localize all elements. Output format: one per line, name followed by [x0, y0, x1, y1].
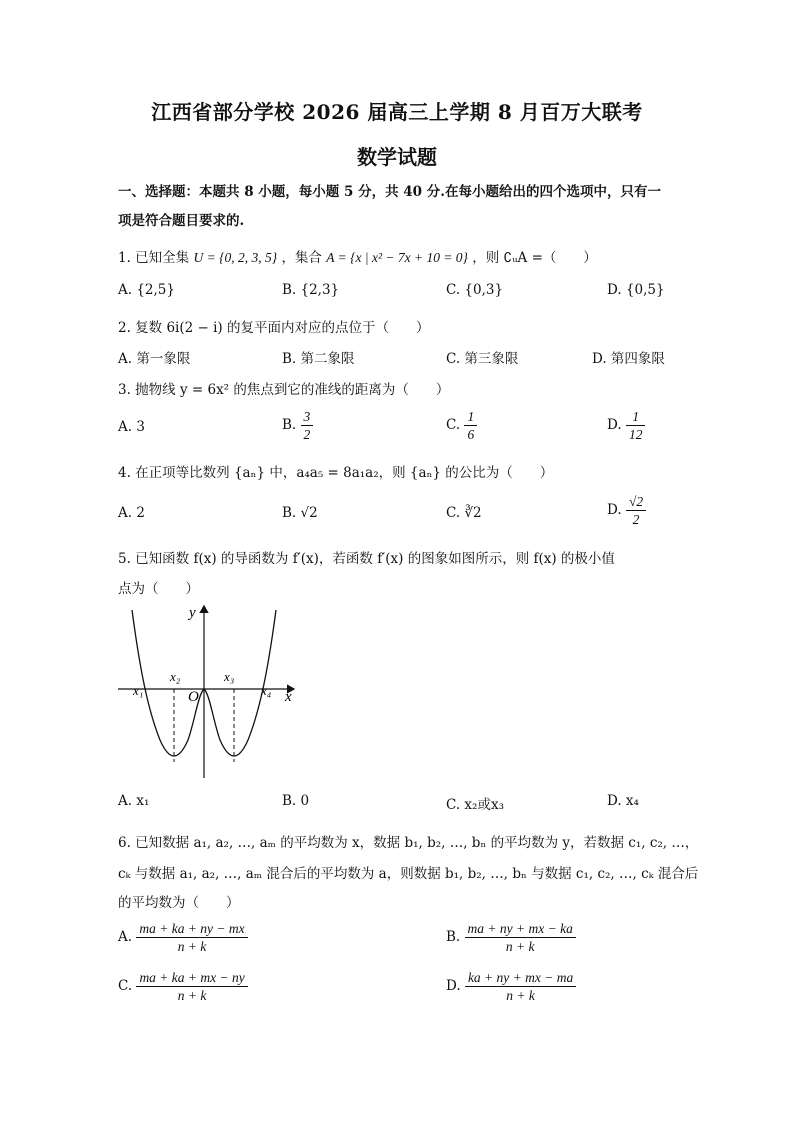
- q3-option-b: [282, 408, 313, 443]
- q6-option-c-fraction: [136, 969, 247, 1004]
- q1-option-b: B. {2,3}: [282, 282, 340, 298]
- q3-option-c-fraction: [464, 408, 477, 443]
- x-axis-label: x: [285, 689, 292, 705]
- q6-option-c: [118, 969, 248, 1004]
- q6-option-b-fraction: [465, 920, 576, 955]
- q4-stem: 4. 在正项等比数列 {aₙ} 中，a₄a₅ = 8a₁a₂，则 {aₙ} 的公比为（ ）: [118, 465, 554, 481]
- q6-option-d-label: D.: [446, 978, 461, 994]
- q2-option-c: C. 第三象限: [446, 351, 519, 367]
- q3-stem: 3. 抛物线 y = 6x² 的焦点到它的准线的距离为（ ）: [118, 382, 450, 398]
- q3-option-d: [607, 408, 645, 443]
- fraction-numerator: 1: [464, 408, 477, 426]
- q3-option-b-fraction: [301, 408, 314, 443]
- q4-option-a: A. 2: [118, 505, 145, 521]
- fraction-numerator: ma + ny + mx − ka: [465, 920, 576, 938]
- q4-option-d-label: D.: [607, 502, 622, 518]
- origin-label: O: [188, 689, 199, 705]
- q2-option-d: D. 第四象限: [592, 351, 665, 367]
- x2-label: x₂: [170, 669, 181, 684]
- q4-option-c: C. ∛2: [446, 505, 482, 521]
- fraction-denominator: n + k: [506, 988, 535, 1003]
- q1-tail: ，则 ∁ᵤA =（ ）: [472, 250, 597, 266]
- fraction-denominator: n + k: [177, 939, 207, 954]
- q5-stem-line2: 点为（ ）: [118, 581, 199, 597]
- q1-prefix: 1. 已知全集: [118, 250, 190, 266]
- q1-option-c: C. {0,3}: [446, 282, 504, 298]
- q3-option-c-label: C.: [446, 417, 461, 433]
- q4-option-d-fraction: [626, 493, 646, 528]
- fraction-denominator: 6: [467, 427, 475, 442]
- q3-option-a: A. 3: [118, 419, 145, 435]
- q1-option-a: A. {2,5}: [118, 282, 175, 298]
- q5-stem-line1: 5. 已知函数 f(x) 的导函数为 f′(x)，若函数 f′(x) 的图象如图所示，则 f(x) 的极小值: [118, 551, 615, 567]
- fraction-numerator: ka + ny + mx − ma: [465, 969, 576, 987]
- q1-option-d: D. {0,5}: [607, 282, 665, 298]
- section-intro-line1: 一、选择题：本题共 8 小题，每小题 5 分，共 40 分.在每小题给出的四个选项中，只有一: [118, 184, 661, 200]
- q1-mid: ，集合: [281, 250, 322, 266]
- exam-subtitle: 数学试题: [357, 145, 437, 169]
- q3-option-d-label: D.: [607, 417, 622, 433]
- q6-option-a: [118, 920, 248, 955]
- q6-stem-line1: 6. 已知数据 a₁, a₂, …, aₘ 的平均数为 x，数据 b₁, b₂, …, bₙ 的平均数为 y，若数据 c₁, c₂, …，: [118, 835, 699, 851]
- q2-option-a: A. 第一象限: [118, 351, 191, 367]
- fraction-denominator: 2: [632, 512, 640, 527]
- q5-option-c: C. x₂或x₃: [446, 797, 504, 813]
- q3-option-d-fraction: [626, 408, 646, 443]
- q1-set-U: U = {0, 2, 3, 5}: [193, 250, 278, 265]
- q3-option-c: [446, 408, 477, 443]
- q6-stem-line2: cₖ 与数据 a₁, a₂, …, aₘ 混合后的平均数为 a，则数据 b₁, b₂, …, bₙ 与数据 c₁, c₂, …, cₖ 混合后: [118, 866, 699, 882]
- q6-option-b: [446, 920, 576, 955]
- fraction-denominator: n + k: [505, 939, 535, 954]
- q5-option-a: A. x₁: [118, 793, 150, 809]
- fraction-numerator: 1: [626, 408, 646, 426]
- derivative-graph: [118, 600, 303, 782]
- x1-label: x₁: [133, 683, 144, 698]
- q4-option-d: [607, 493, 646, 528]
- fraction-numerator: ma + ka + ny − mx: [136, 920, 247, 938]
- q2-stem: 2. 复数 6i(2 − i) 的复平面内对应的点位于（ ）: [118, 320, 430, 336]
- y-axis-label: y: [189, 605, 196, 621]
- q5-option-d: D. x₄: [607, 793, 639, 809]
- q6-stem-line3: 的平均数为（ ）: [118, 895, 240, 911]
- q6-option-a-fraction: [136, 920, 247, 955]
- q5-option-b: B. 0: [282, 793, 310, 809]
- x3-label: x₃: [224, 669, 235, 684]
- q6-option-d: [446, 969, 576, 1004]
- q6-option-a-label: A.: [118, 929, 133, 945]
- q3-option-b-label: B.: [282, 417, 297, 433]
- fraction-numerator: √2: [626, 493, 646, 511]
- fraction-numerator: 3: [301, 408, 314, 426]
- section-intro-line2: 项是符合题目要求的.: [118, 213, 245, 229]
- q2-option-b: B. 第二象限: [282, 351, 355, 367]
- q4-option-b: B. √2: [282, 505, 318, 521]
- q1-stem: [118, 246, 597, 266]
- fraction-denominator: 2: [303, 427, 311, 442]
- q6-option-b-label: B.: [446, 929, 461, 945]
- fraction-denominator: n + k: [177, 988, 207, 1003]
- fraction-numerator: ma + ka + mx − ny: [136, 969, 247, 987]
- q6-option-c-label: C.: [118, 978, 133, 994]
- fraction-denominator: 12: [628, 427, 643, 442]
- q6-option-d-fraction: [465, 969, 576, 1004]
- q1-set-A: A = {x | x² − 7x + 10 = 0}: [326, 250, 468, 265]
- exam-title: 江西省部分学校 2026 届高三上学期 8 月百万大联考: [151, 100, 643, 124]
- x4-label: x₄: [261, 683, 272, 698]
